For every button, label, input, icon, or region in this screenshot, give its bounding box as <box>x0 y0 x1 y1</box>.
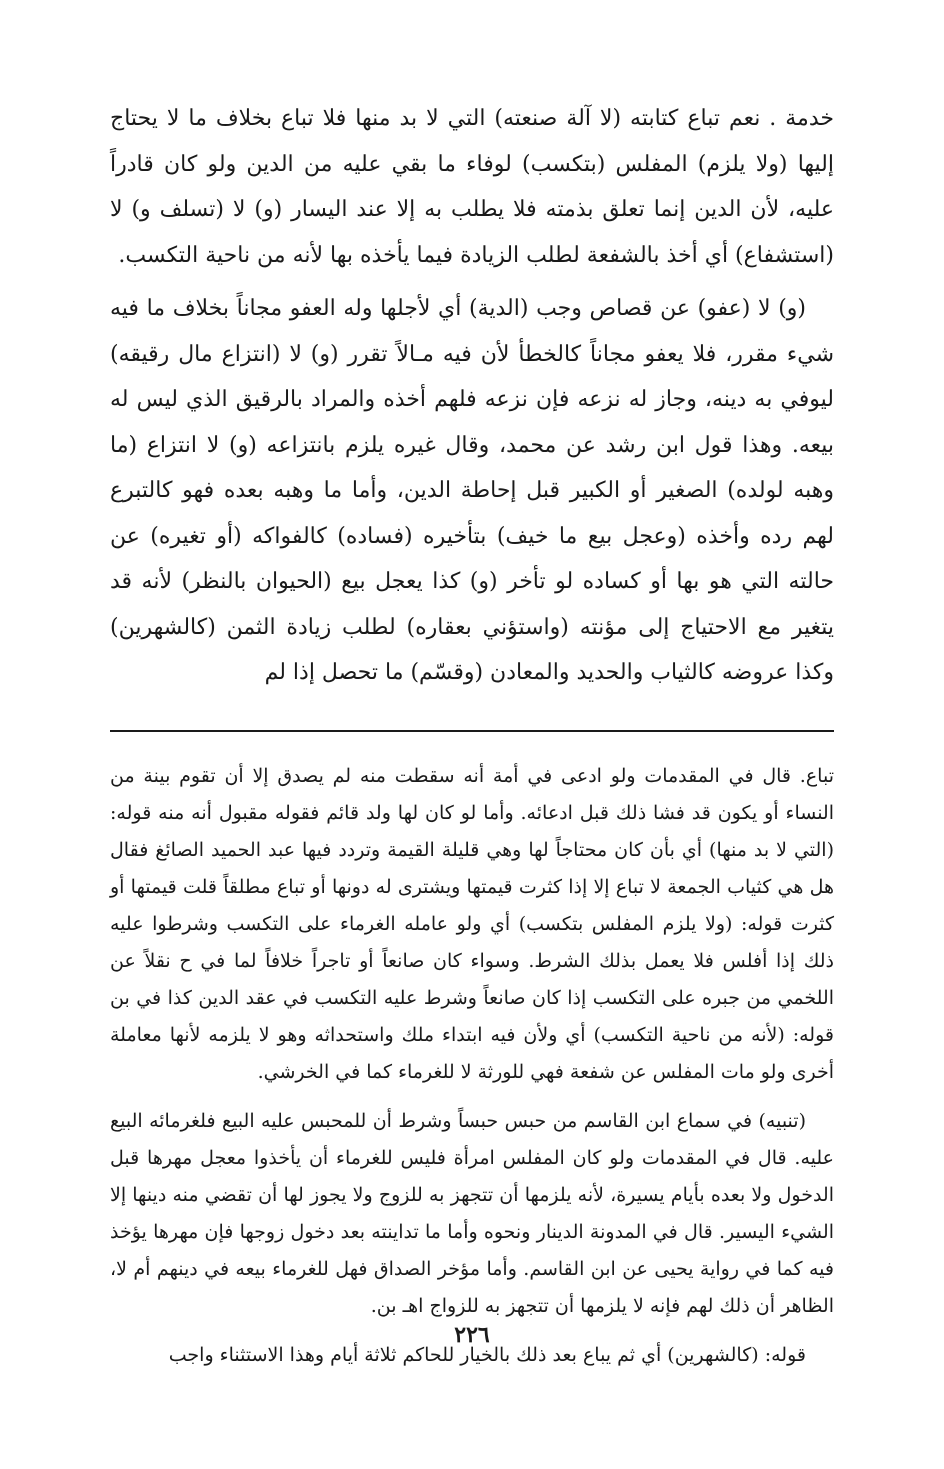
footnote-paragraph-2: (تنبيه) في سماع ابن القاسم من حبس حبساً وشرط أن للمحبس عليه البيع فلغرمائه البيع عليه. قال في المقدمات ولو كان المفلس امرأة فليس للغرماء أن يأخذوا معجل مهرها قبل الدخول ولا بعده بأيام يسيرة، لأنه يلزمها أن تتجهز به للزوج ولا يجوز لها أن تقضي منه دينها إلا الشيء اليسير. قال في المدونة الدينار ونحوه وأما ما تداينته بعد دخول زوجها فإن مهرها يؤخذ فيه كما في رواية يحيى عن ابن القاسم. وأما مؤخر الصداق فهل للغرماء بيعه في دينهم أم لا، الظاهر أن ذلك لهم فإنه لا يلزمها أن تتجهز به للزواج اهـ بن. <box>110 1109 834 1317</box>
main-text <box>110 96 834 696</box>
main-paragraph-1: خدمة . نعم تباع كتابته (لا آلة صنعته) التي لا بد منها فلا تباع بخلاف ما لا يحتاج إليها (ولا يلزم) المفلس (بتكسب) لوفاء ما بقي عليه من الدين ولو كان قادراً عليه، لأن الدين إنما تعلق بذمته فلا يطلب به إلا عند اليسار (و) لا (تسلف و) لا (استشفاع) أي أخذ بالشفعة لطلب الزيادة فيما يأخذه بها لأنه من ناحية التكسب. <box>110 106 834 268</box>
page-number: ٢٢٦ <box>454 1322 490 1348</box>
footnote-paragraph-3: قوله: (كالشهرين) أي ثم يباع بعد ذلك بالخيار للحاكم ثلاثة أيام وهذا الاستثناء واجب <box>168 1343 806 1366</box>
main-paragraph-2: (و) لا (عفو) عن قصاص وجب (الدية) أي لأجلها وله العفو مجاناً بخلاف ما فيه شيء مقرر، فلا يعفو مجاناً كالخطأ لأن فيه مـالاً تقرر (و) لا (انتزاع مال رقيقه) ليوفي به دينه، وجاز له نزعه فإن نزعه فلهم أخذه والمراد بالرقيق الذي ليس له بيعه. وهذا قول ابن رشد عن محمد، وقال غيره يلزم بانتزاعه (و) لا انتزاع (ما وهبه لولده) الصغير أو الكبير قبل إحاطة الدين، وأما ما وهبه بعده فهو كالتبرع لهم رده وأخذه (وعجل بيع ما خيف) بتأخيره (فساده) كالفواكه (أو تغيره) عن حالته التي هو بها أو كساده لو تأخر (و) كذا يعجل بيع (الحيوان بالنظر) لأنه قد يتغير مع الاحتياج إلى مؤنته (واستؤني بعقاره) لطلب زيادة الثمن (كالشهرين) وكذا عروضه كالثياب والحديد والمعادن (وقسّم) ما تحصل إذا لم <box>110 296 834 685</box>
footnote-separator <box>110 730 834 732</box>
footnote-paragraph-1: تباع. قال في المقدمات ولو ادعى في أمة أنه سقطت منه لم يصدق إلا أن تقوم بينة من النساء أو يكون قد فشا ذلك قبل ادعائه. وأما لو كان لها ولد قائم فقوله مقبول أنه منه قوله: (التي لا بد منها) أي بأن كان محتاجاً لها وهي قليلة القيمة وتردد فيها عبد الحميد الصائغ فقال هل هي كثياب الجمعة لا تباع إلا إذا كثرت قيمتها ويشترى له دونها أو تباع مطلقاً قلت قيمتها أو كثرت قوله: (ولا يلزم المفلس بتكسب) أي ولو عامله الغرماء على التكسب وشرطوا عليه ذلك إذا أفلس فلا يعمل بذلك الشرط. وسواء كان صانعاً أو تاجراً خلافاً لما في ح نقلاً عن اللخمي من جبره على التكسب إذا كان صانعاً وشرط عليه التكسب في عقد الدين كذا في بن قوله: (لأنه من ناحية التكسب) أي ولأن فيه ابتداء ملك واستحداثه وهو لا يلزمه لأنها معاملة أخرى ولو مات المفلس عن شفعة فهي للورثة لا للغرماء كما في الخرشي. <box>110 764 834 1083</box>
footnotes <box>110 758 834 1374</box>
